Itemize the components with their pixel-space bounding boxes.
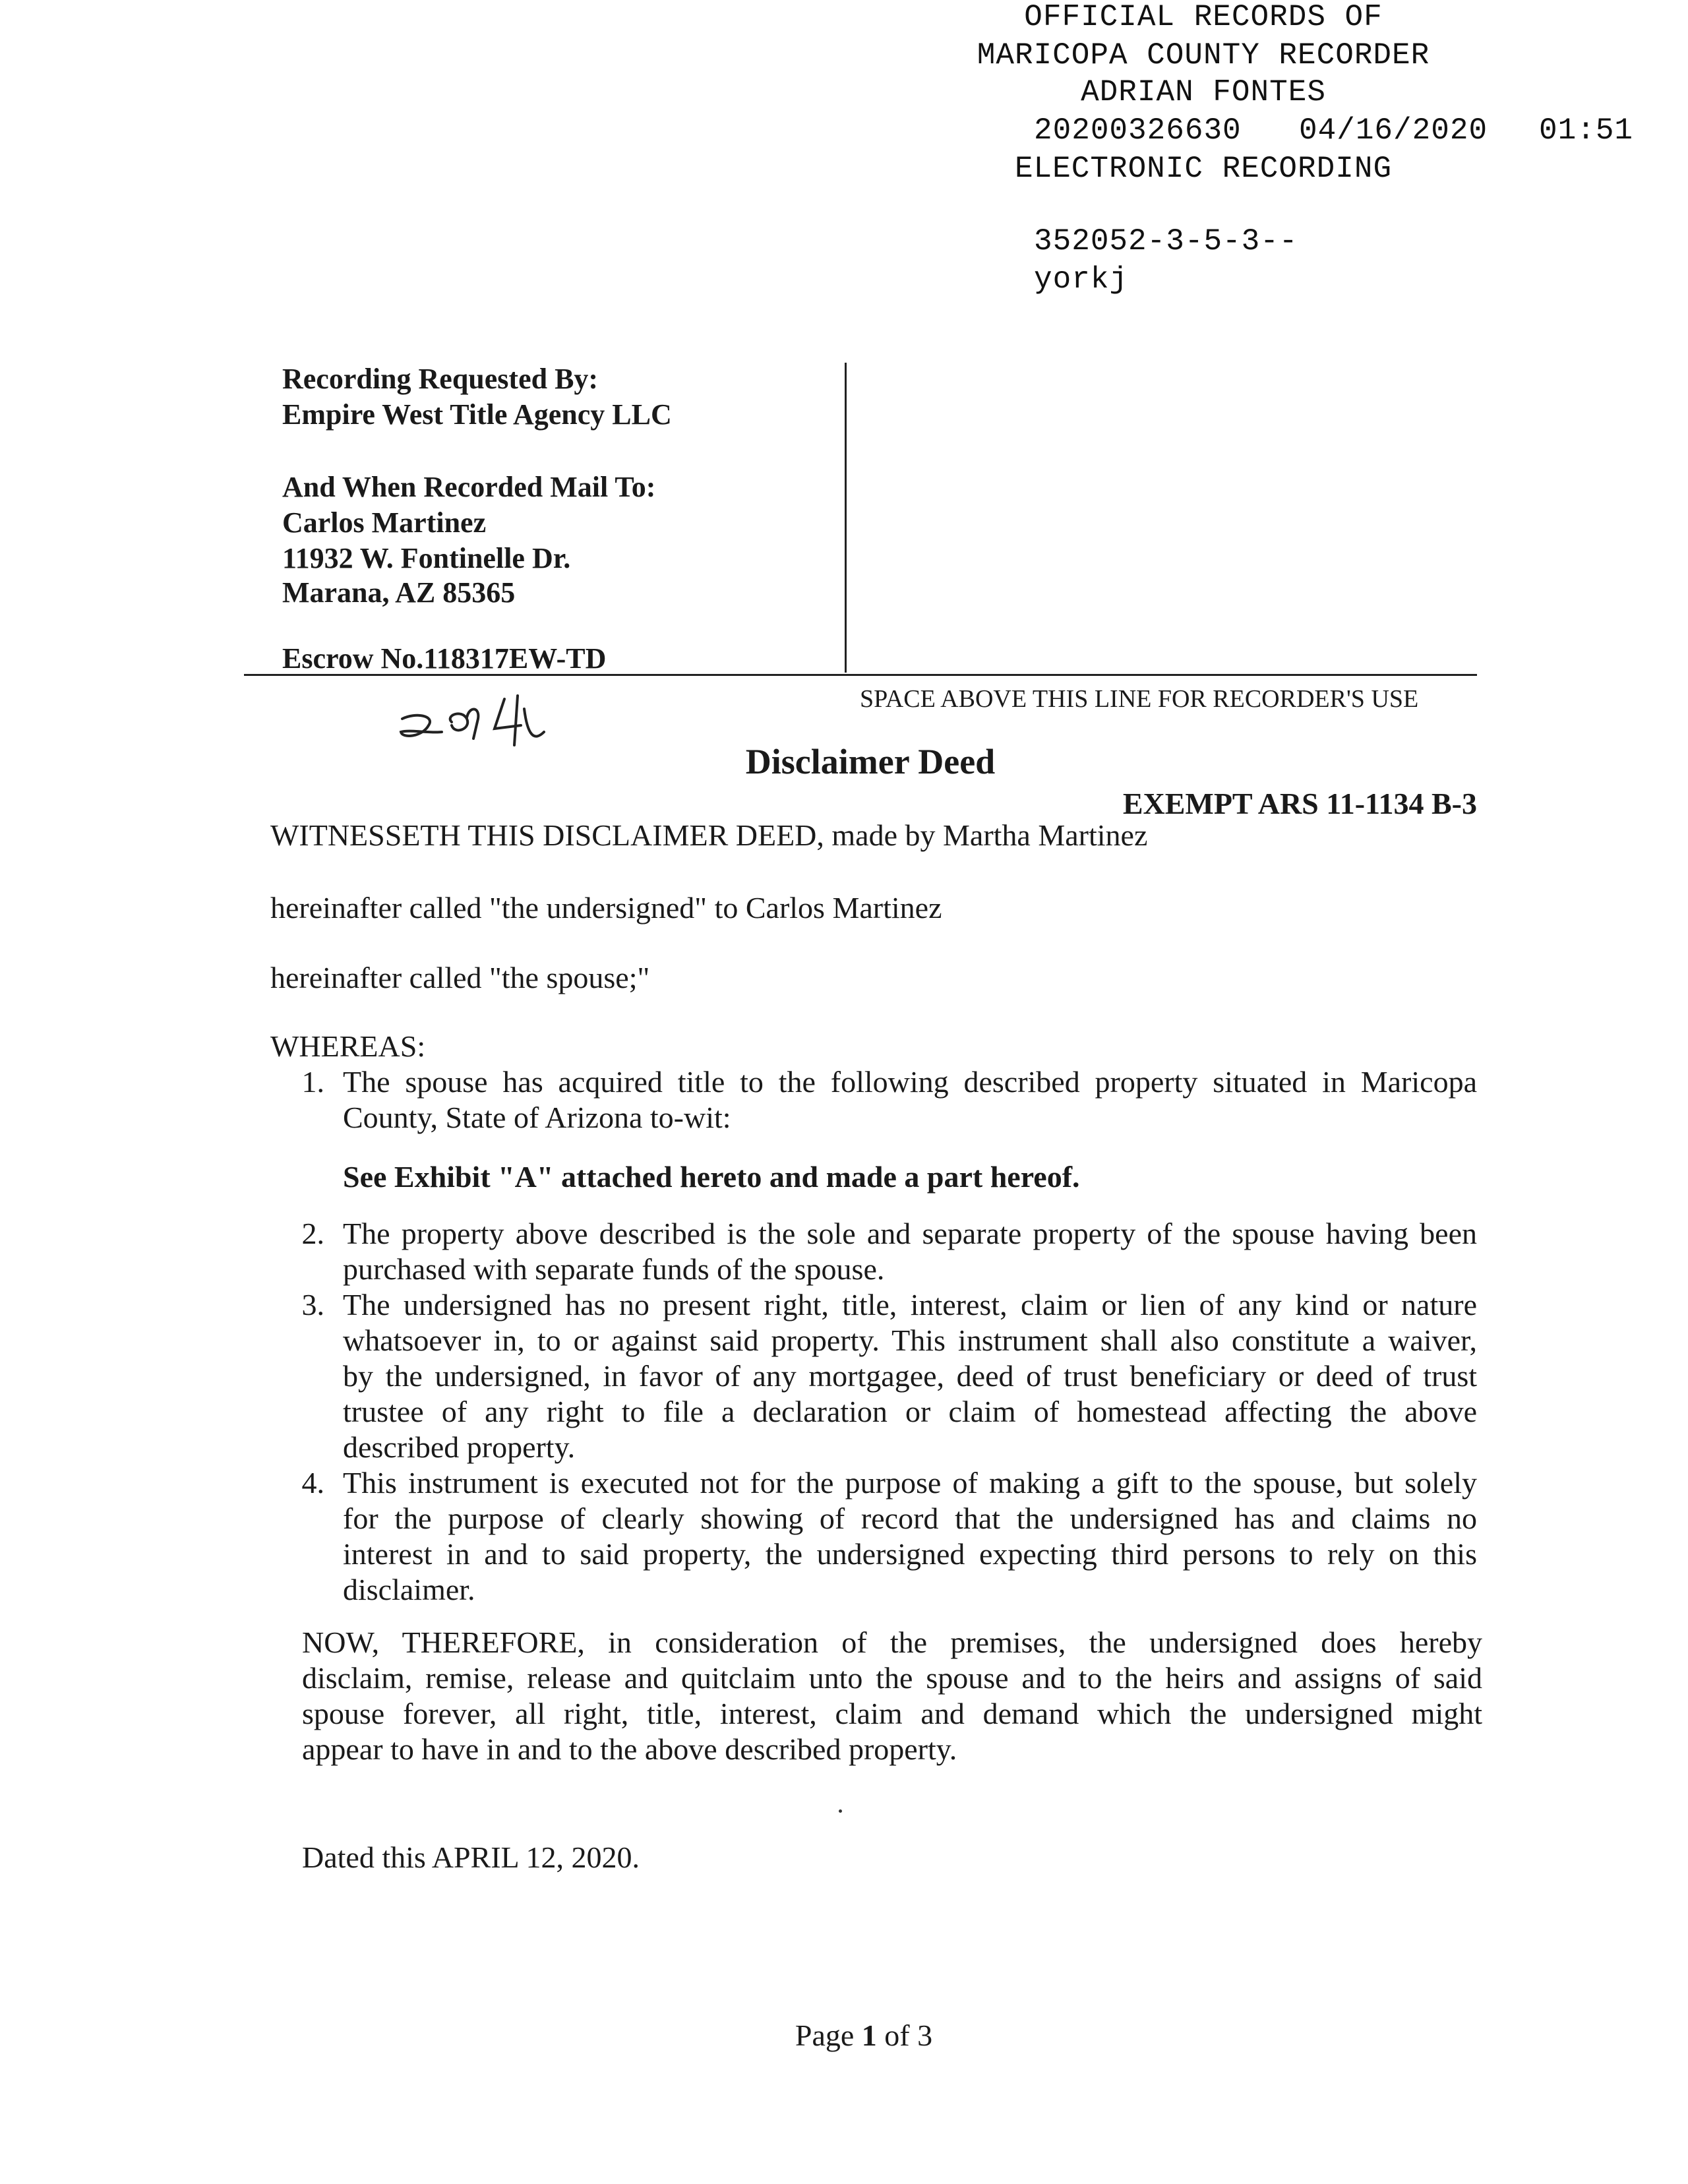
undersigned-line: hereinafter called "the undersigned" to Carlos Martinez [270,891,942,925]
recording-box-divider [845,363,847,673]
whereas-heading: WHEREAS: [270,1029,426,1063]
scan-dot [839,1809,842,1813]
page-prefix: Page [795,2018,855,2052]
witnesseth-line: WITNESSETH THIS DISCLAIMER DEED, made by Martha Martinez [270,818,1148,852]
item-1-number: 1. [301,1065,324,1099]
recorder-record-date: 04/16/2020 [1299,113,1488,148]
recorder-record-number: 20200326630 [1034,113,1242,148]
escrow-number: Escrow No.118317EW-TD [282,642,607,675]
recorder-use-caption: SPACE ABOVE THIS LINE FOR RECORDER'S USE [860,685,1419,713]
item-3-line-5: described property. [343,1430,576,1464]
now-therefore-line-3: spouse forever, all right, title, interest, claim and demand which the undersigned might [302,1697,1482,1730]
requested-by-value: Empire West Title Agency LLC [282,398,672,431]
item-3-number: 3. [301,1288,324,1321]
item-2-line-2: purchased with separate funds of the spouse. [343,1252,885,1286]
item-3-line-4: trustee of any right to file a declaration or claim of homestead affecting the above [343,1395,1477,1428]
item-3-line-1: The undersigned has no present right, title, interest, claim or lien of any kind or nature [343,1288,1477,1321]
recorder-stamp-line3: ADRIAN FONTES [1081,75,1326,109]
item-1-line-2: County, State of Arizona to-wit: [343,1101,731,1134]
page-footer [0,2018,1688,2053]
item-3-line-2: whatsoever in, to or against said property. This instrument shall also constitute a waiver, [343,1323,1477,1357]
mail-to-city: Marana, AZ 85365 [282,576,516,609]
now-therefore-line-4: appear to have in and to the above described property. [302,1732,957,1766]
recorder-ref-code: 352052-3-5-3-- [1034,224,1298,258]
recorder-user: yorkj [1034,262,1129,297]
exempt-note: EXEMPT ARS 11-1134 B-3 [1122,787,1477,820]
now-therefore-line-1: NOW, THEREFORE, in consideration of the premises, the undersigned does hereby [302,1625,1482,1659]
page-number: 1 [861,2018,877,2052]
dated-line: Dated this APRIL 12, 2020. [302,1840,640,1874]
mail-to-name: Carlos Martinez [282,506,487,539]
exhibit-reference: See Exhibit "A" attached hereto and made a part hereof. [343,1160,1080,1194]
recorder-stamp-line2: MARICOPA COUNTY RECORDER [977,38,1430,73]
requested-by-label: Recording Requested By: [282,363,599,395]
item-2-line-1: The property above described is the sole and separate property of the spouse having been [343,1217,1477,1250]
spouse-line: hereinafter called "the spouse;" [270,961,650,994]
item-3-line-3: by the undersigned, in favor of any mortgagee, deed of trust beneficiary or deed of trust [343,1359,1477,1393]
item-4-line-4: disclaimer. [343,1573,475,1606]
mail-to-street: 11932 W. Fontinelle Dr. [282,542,571,574]
item-4-line-3: interest in and to said property, the undersigned expecting third persons to rely on this [343,1537,1477,1571]
item-2-number: 2. [301,1217,324,1250]
recorder-record-time: 01:51 [1539,113,1634,148]
recorder-stamp-line1: OFFICIAL RECORDS OF [1024,0,1383,34]
item-4-line-2: for the purpose of clearly showing of record that the undersigned has and claims no [343,1502,1477,1535]
deed-title: Disclaimer Deed [745,742,996,781]
item-1-line-1: The spouse has acquired title to the following described property situated in Maricopa [343,1065,1477,1099]
item-4-line-1: This instrument is executed not for the purpose of making a gift to the spouse, but solely [343,1466,1477,1500]
item-4-number: 4. [301,1466,324,1500]
now-therefore-line-2: disclaim, remise, release and quitclaim unto the spouse and to the heirs and assigns of said [302,1661,1482,1695]
mail-to-label: And When Recorded Mail To: [282,471,656,503]
recorder-stamp-line5: ELECTRONIC RECORDING [1014,152,1393,186]
page-of: of 3 [884,2018,933,2052]
